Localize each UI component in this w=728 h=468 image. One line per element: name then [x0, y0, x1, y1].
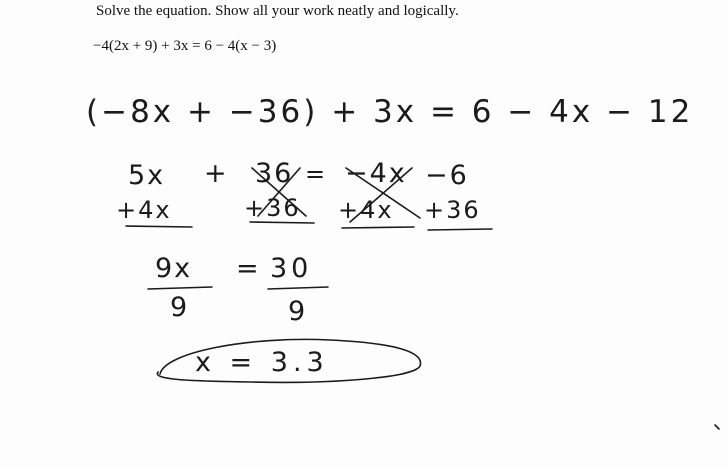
answer-circle — [157, 339, 420, 382]
work-line-2-const: 36 — [255, 158, 294, 189]
underline-cancel-x — [342, 227, 414, 228]
work-line-3-add-const: +36 — [424, 196, 481, 224]
work-line-2-right-x: −4x — [345, 158, 407, 189]
numerator-left: 9x — [155, 253, 193, 284]
denominator-left: 9 — [170, 292, 190, 323]
instructions-text: Solve the equation. Show all your work neatly and logically. — [96, 3, 459, 19]
work-line-3-add-x: +4x — [116, 196, 172, 224]
work-line-1: (−8x + −36) + 3x = 6 − 4x − 12 — [86, 94, 694, 130]
denominator-right: 9 — [288, 296, 308, 327]
cancel-stroke-36b — [258, 168, 300, 216]
work-line-2-left: 5x — [128, 160, 166, 191]
work-line-2-plus: + — [204, 158, 229, 189]
work-line-3-sub-const: +36 — [244, 194, 301, 222]
fraction-bar-right — [268, 287, 328, 289]
underline-add-const — [428, 229, 492, 230]
work-line-2-right-const: −6 — [425, 160, 469, 191]
work-line-2-equals: = — [305, 160, 328, 188]
underline-sub-const — [250, 222, 314, 223]
fraction-bar-left — [148, 287, 212, 289]
numerator-right: 30 — [270, 253, 313, 284]
problem-equation: −4(2x + 9) + 3x = 6 − 4(x − 3) — [93, 38, 277, 54]
fraction-equals: = — [236, 253, 261, 284]
final-answer: x = 3.3 — [195, 347, 329, 378]
stray-mark — [715, 425, 719, 429]
underline-add-x — [126, 226, 192, 227]
work-line-3-cancel-x: +4x — [338, 196, 394, 224]
